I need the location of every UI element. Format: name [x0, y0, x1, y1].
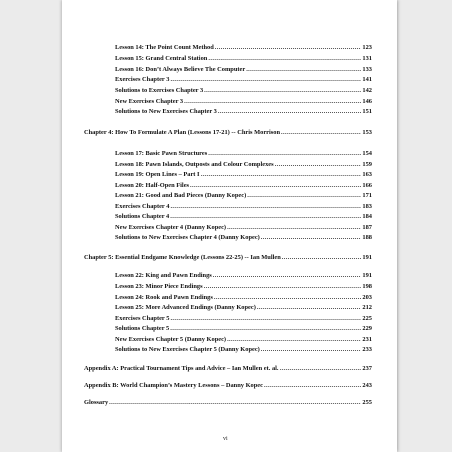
toc-title: New Exercises Chapter 5 (Danny Kopec) — [115, 336, 227, 343]
toc-page: 163 — [362, 171, 372, 178]
toc-entry — [115, 108, 372, 116]
toc-title: Appendix B: World Champion’s Mastery Lessons – Danny Kopec — [84, 382, 263, 389]
toc-title: Lesson 23: Minor Piece Endings — [115, 283, 203, 290]
toc-entry — [115, 336, 372, 344]
toc-chapter-entry — [84, 254, 372, 262]
toc-leader — [227, 336, 361, 344]
toc-page: 133 — [362, 66, 372, 73]
toc-leader — [190, 182, 361, 190]
toc-page: 184 — [362, 213, 372, 220]
toc-page: 131 — [362, 55, 372, 62]
toc-leader — [215, 44, 362, 52]
toc-leader — [170, 213, 361, 221]
toc-page: 183 — [362, 203, 372, 210]
toc-page: 151 — [362, 108, 372, 115]
toc-page: 212 — [362, 304, 372, 311]
toc-glossary-entry — [84, 399, 372, 407]
toc-leader — [275, 161, 362, 169]
toc-page: 191 — [362, 272, 372, 279]
toc-leader — [170, 325, 361, 333]
toc-entry — [115, 192, 372, 200]
toc-title: New Exercises Chapter 4 (Danny Kopec) — [115, 224, 227, 231]
toc-entry — [115, 182, 372, 190]
toc-leader — [261, 234, 362, 242]
toc-title: Solutions to New Exercises Chapter 4 (Danny Kopec) — [115, 234, 260, 241]
toc-title: Lesson 16: Don’t Always Believe The Computer — [115, 66, 246, 73]
toc-leader — [280, 365, 362, 373]
toc-title: Lesson 25: More Advanced Endings (Danny Kopec) — [115, 304, 256, 311]
toc-leader — [201, 171, 362, 179]
toc-title: Glossary — [84, 399, 109, 406]
toc-title: Lesson 18: Pawn Islands, Outposts and Colour Complexes — [115, 161, 274, 168]
toc-page: 154 — [362, 150, 372, 157]
toc-page: 237 — [362, 365, 372, 372]
toc-page: 171 — [362, 192, 372, 199]
toc-page: 123 — [362, 44, 372, 51]
toc-entry — [115, 283, 372, 291]
toc-entry — [115, 304, 372, 312]
toc-title: Solutions Chapter 5 — [115, 325, 170, 332]
toc-page: 187 — [362, 224, 372, 231]
toc-page: 153 — [362, 129, 372, 136]
toc-leader — [214, 294, 362, 302]
toc-entry — [115, 325, 372, 333]
toc-entry — [115, 76, 372, 84]
toc-chapter-entry — [84, 129, 372, 137]
toc-leader — [208, 150, 361, 158]
toc-leader — [261, 346, 362, 354]
toc-entry — [115, 203, 372, 211]
toc-appendix-entry — [84, 365, 372, 373]
toc-leader — [218, 108, 362, 116]
toc-page: 203 — [362, 294, 372, 301]
toc-leader — [170, 203, 361, 211]
toc-page: 243 — [362, 382, 372, 389]
toc-entry — [115, 346, 372, 354]
toc-page: 142 — [362, 87, 372, 94]
toc-page: 159 — [362, 161, 372, 168]
page-number: vi — [223, 436, 228, 442]
toc-entry — [115, 44, 372, 52]
toc-leader — [247, 192, 361, 200]
toc-page: 141 — [362, 76, 372, 83]
toc-entry — [115, 66, 372, 74]
toc-leader — [170, 76, 361, 84]
toc-title: New Exercises Chapter 3 — [115, 98, 184, 105]
toc-title: Lesson 24: Rook and Pawn Endings — [115, 294, 213, 301]
toc-entry — [115, 234, 372, 242]
toc-title: Chapter 5: Essential Endgame Knowledge (Lessons 22-25) -- Ian Mullen — [84, 254, 281, 261]
toc-title: Solutions to Exercises Chapter 3 — [115, 87, 204, 94]
toc-entry — [115, 161, 372, 169]
toc-title: Exercises Chapter 3 — [115, 76, 170, 83]
toc-title: Solutions to New Exercises Chapter 3 — [115, 108, 217, 115]
toc-page: 146 — [362, 98, 372, 105]
toc-page: 166 — [362, 182, 372, 189]
toc-title: Solutions Chapter 4 — [115, 213, 170, 220]
toc-title: Lesson 20: Half-Open Files — [115, 182, 190, 189]
toc-title: Lesson 19: Open Lines – Part I — [115, 171, 200, 178]
toc-entry — [115, 171, 372, 179]
toc-entry — [115, 150, 372, 158]
toc-leader — [227, 224, 361, 232]
toc-entry — [115, 55, 372, 63]
toc-leader — [281, 129, 361, 137]
toc-page: 225 — [362, 315, 372, 322]
toc-entry — [115, 272, 372, 280]
toc-leader — [282, 254, 362, 262]
toc-page: 188 — [362, 234, 372, 241]
toc-entry — [115, 294, 372, 302]
toc-entry — [115, 87, 372, 95]
toc-page: 233 — [362, 346, 372, 353]
toc-title: Lesson 17: Basic Pawn Structures — [115, 150, 208, 157]
toc-leader — [208, 55, 361, 63]
toc-leader — [246, 66, 361, 74]
toc-page: 255 — [362, 399, 372, 406]
toc-leader — [264, 382, 361, 390]
toc-page: 198 — [362, 283, 372, 290]
toc-leader — [213, 272, 362, 280]
toc-title: Exercises Chapter 5 — [115, 315, 170, 322]
toc-appendix-entry — [84, 382, 372, 390]
toc-leader — [204, 87, 361, 95]
toc-entry — [115, 224, 372, 232]
toc-page: 229 — [362, 325, 372, 332]
toc-title: Lesson 21: Good and Bad Pieces (Danny Kopec) — [115, 192, 247, 199]
toc-entry — [115, 315, 372, 323]
toc-leader — [184, 98, 361, 106]
toc-leader — [204, 283, 362, 291]
toc-page: 231 — [362, 336, 372, 343]
toc-title: Chapter 4: How To Formulate A Plan (Lessons 17-21) -- Chris Morrison — [84, 129, 281, 136]
toc-leader — [109, 399, 361, 407]
toc-page: 191 — [362, 254, 372, 261]
toc-title: Lesson 15: Grand Central Station — [115, 55, 208, 62]
toc-entry — [115, 98, 372, 106]
toc-entry — [115, 213, 372, 221]
toc-title: Lesson 22: King and Pawn Endings — [115, 272, 212, 279]
toc-leader — [257, 304, 362, 312]
toc-title: Exercises Chapter 4 — [115, 203, 170, 210]
toc-leader — [170, 315, 361, 323]
toc-title: Lesson 14: The Point Count Method — [115, 44, 214, 51]
toc-title: Solutions to New Exercises Chapter 5 (Danny Kopec) — [115, 346, 260, 353]
toc-title: Appendix A: Practical Tournament Tips and Advice – Ian Mullen et. al. — [84, 365, 279, 372]
